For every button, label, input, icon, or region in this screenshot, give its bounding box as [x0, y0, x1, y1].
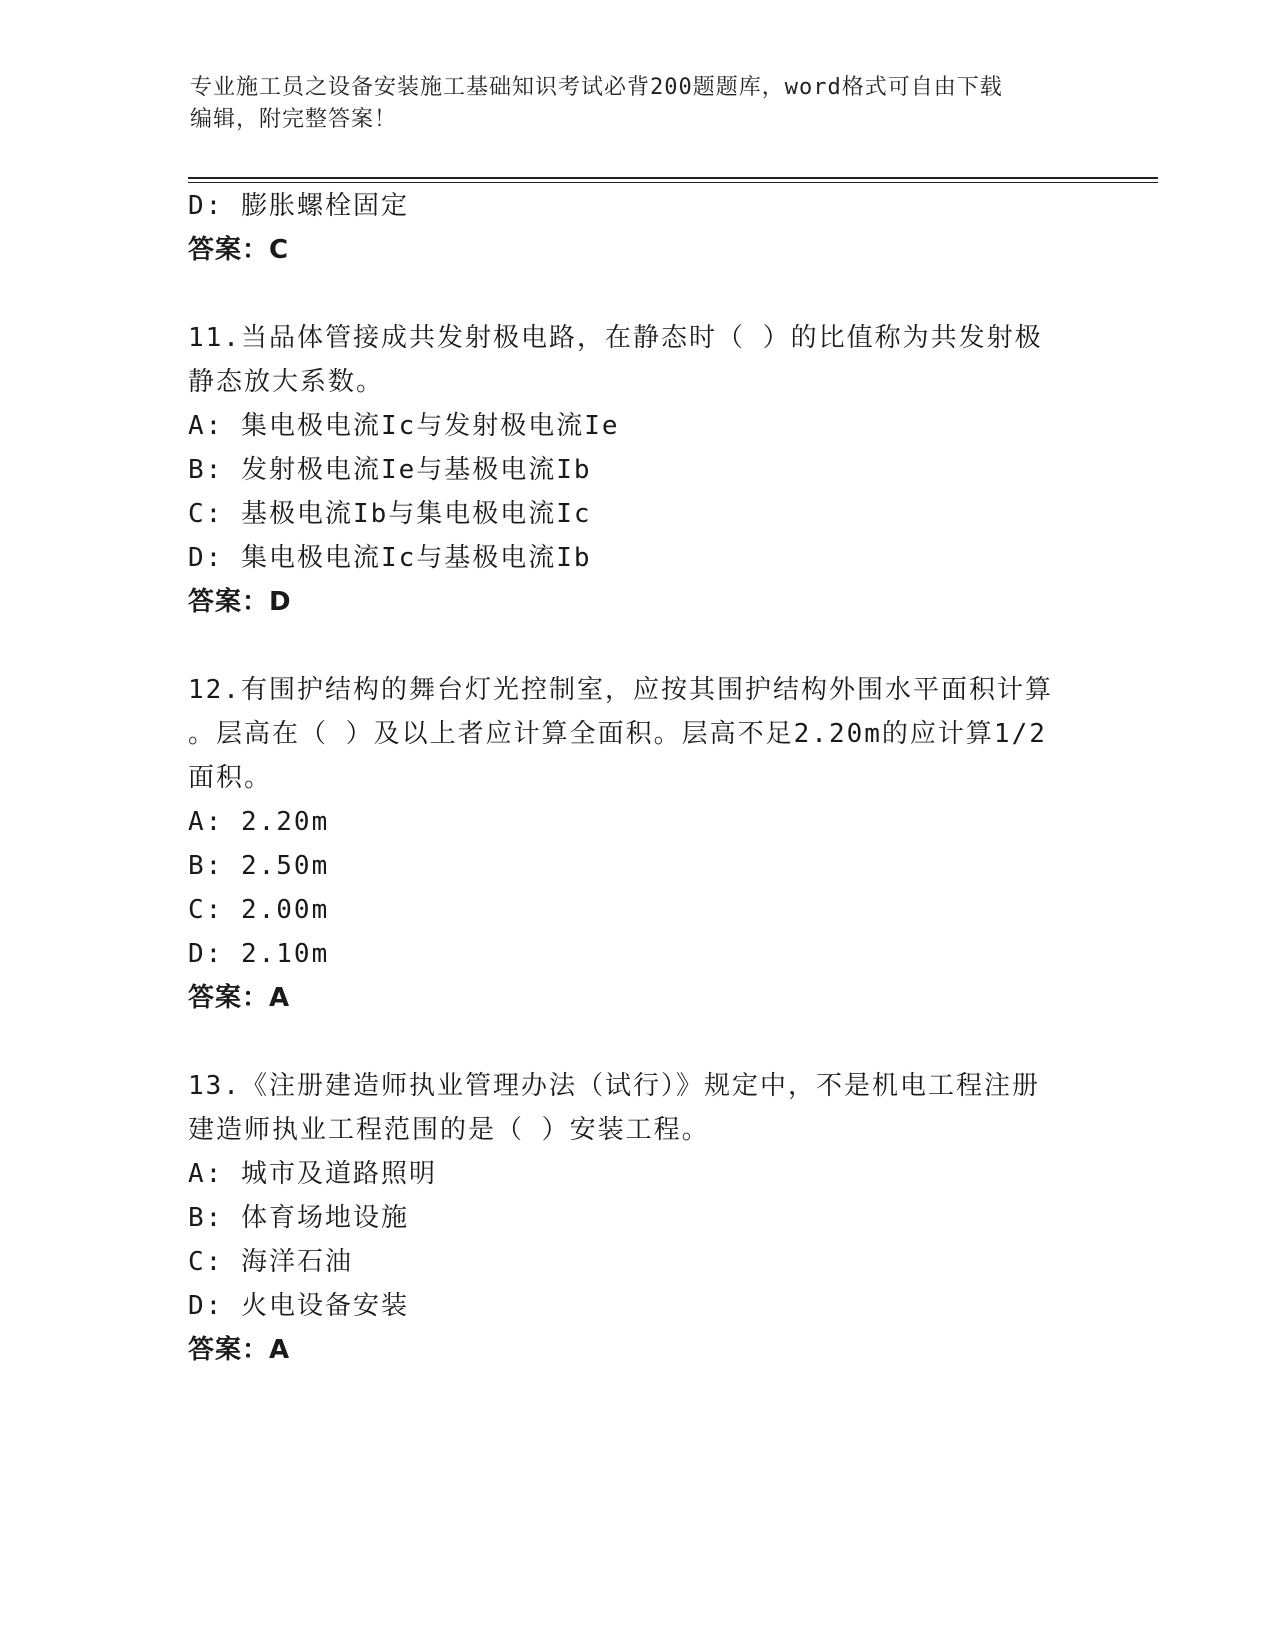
header-divider-thick: [188, 177, 1158, 179]
q13-option-c: C: 海洋石油: [188, 1247, 353, 1277]
q12-option-b: B: 2.50m: [188, 851, 330, 881]
q13-answer: 答案：A: [188, 1335, 291, 1365]
q11-option-a: A: 集电极电流Ic与发射极电流Ie: [188, 411, 620, 441]
q11-option-d: D: 集电极电流Ic与基极电流Ib: [188, 543, 592, 573]
q11-stem-line-1: 11.当品体管接成共发射极电路，在静态时（ ）的比值称为共发射极: [188, 323, 1043, 353]
q11-option-c: C: 基极电流Ib与集电极电流Ic: [188, 499, 592, 529]
header-line-2: 编辑，附完整答案！: [190, 107, 398, 132]
header-line-1: 专业施工员之设备安装施工基础知识考试必背200题题库，word格式可自由下载: [190, 75, 1003, 100]
q13-stem-line-2: 建造师执业工程范围的是（ ）安装工程。: [188, 1115, 710, 1145]
q12-stem-line-1: 12.有围护结构的舞台灯光控制室，应按其围护结构外围水平面积计算: [188, 675, 1053, 705]
q12-stem-line-3: 面积。: [188, 763, 273, 793]
q11-answer: 答案：D: [188, 587, 292, 617]
prev-option-d: D: 膨胀螺栓固定: [188, 191, 409, 221]
q13-stem-line-1: 13.《注册建造师执业管理办法（试行）》规定中，不是机电工程注册: [188, 1071, 1040, 1101]
q12-option-c: C: 2.00m: [188, 895, 330, 925]
q12-option-d: D: 2.10m: [188, 939, 330, 969]
header-divider-thin: [188, 182, 1158, 183]
prev-answer: 答案：C: [188, 235, 290, 265]
q13-option-b: B: 体育场地设施: [188, 1203, 409, 1233]
q12-answer: 答案：A: [188, 983, 291, 1013]
q12-option-a: A: 2.20m: [188, 807, 330, 837]
q13-option-a: A: 城市及道路照明: [188, 1159, 437, 1189]
page-header: [190, 72, 1090, 136]
q11-option-b: B: 发射极电流Ie与基极电流Ib: [188, 455, 592, 485]
q12-stem-line-2: 。层高在（ ）及以上者应计算全面积。层高不足2.20m的应计算1/2: [188, 719, 1047, 749]
q13-option-d: D: 火电设备安装: [188, 1291, 409, 1321]
q11-stem-line-2: 静态放大系数。: [188, 367, 385, 397]
